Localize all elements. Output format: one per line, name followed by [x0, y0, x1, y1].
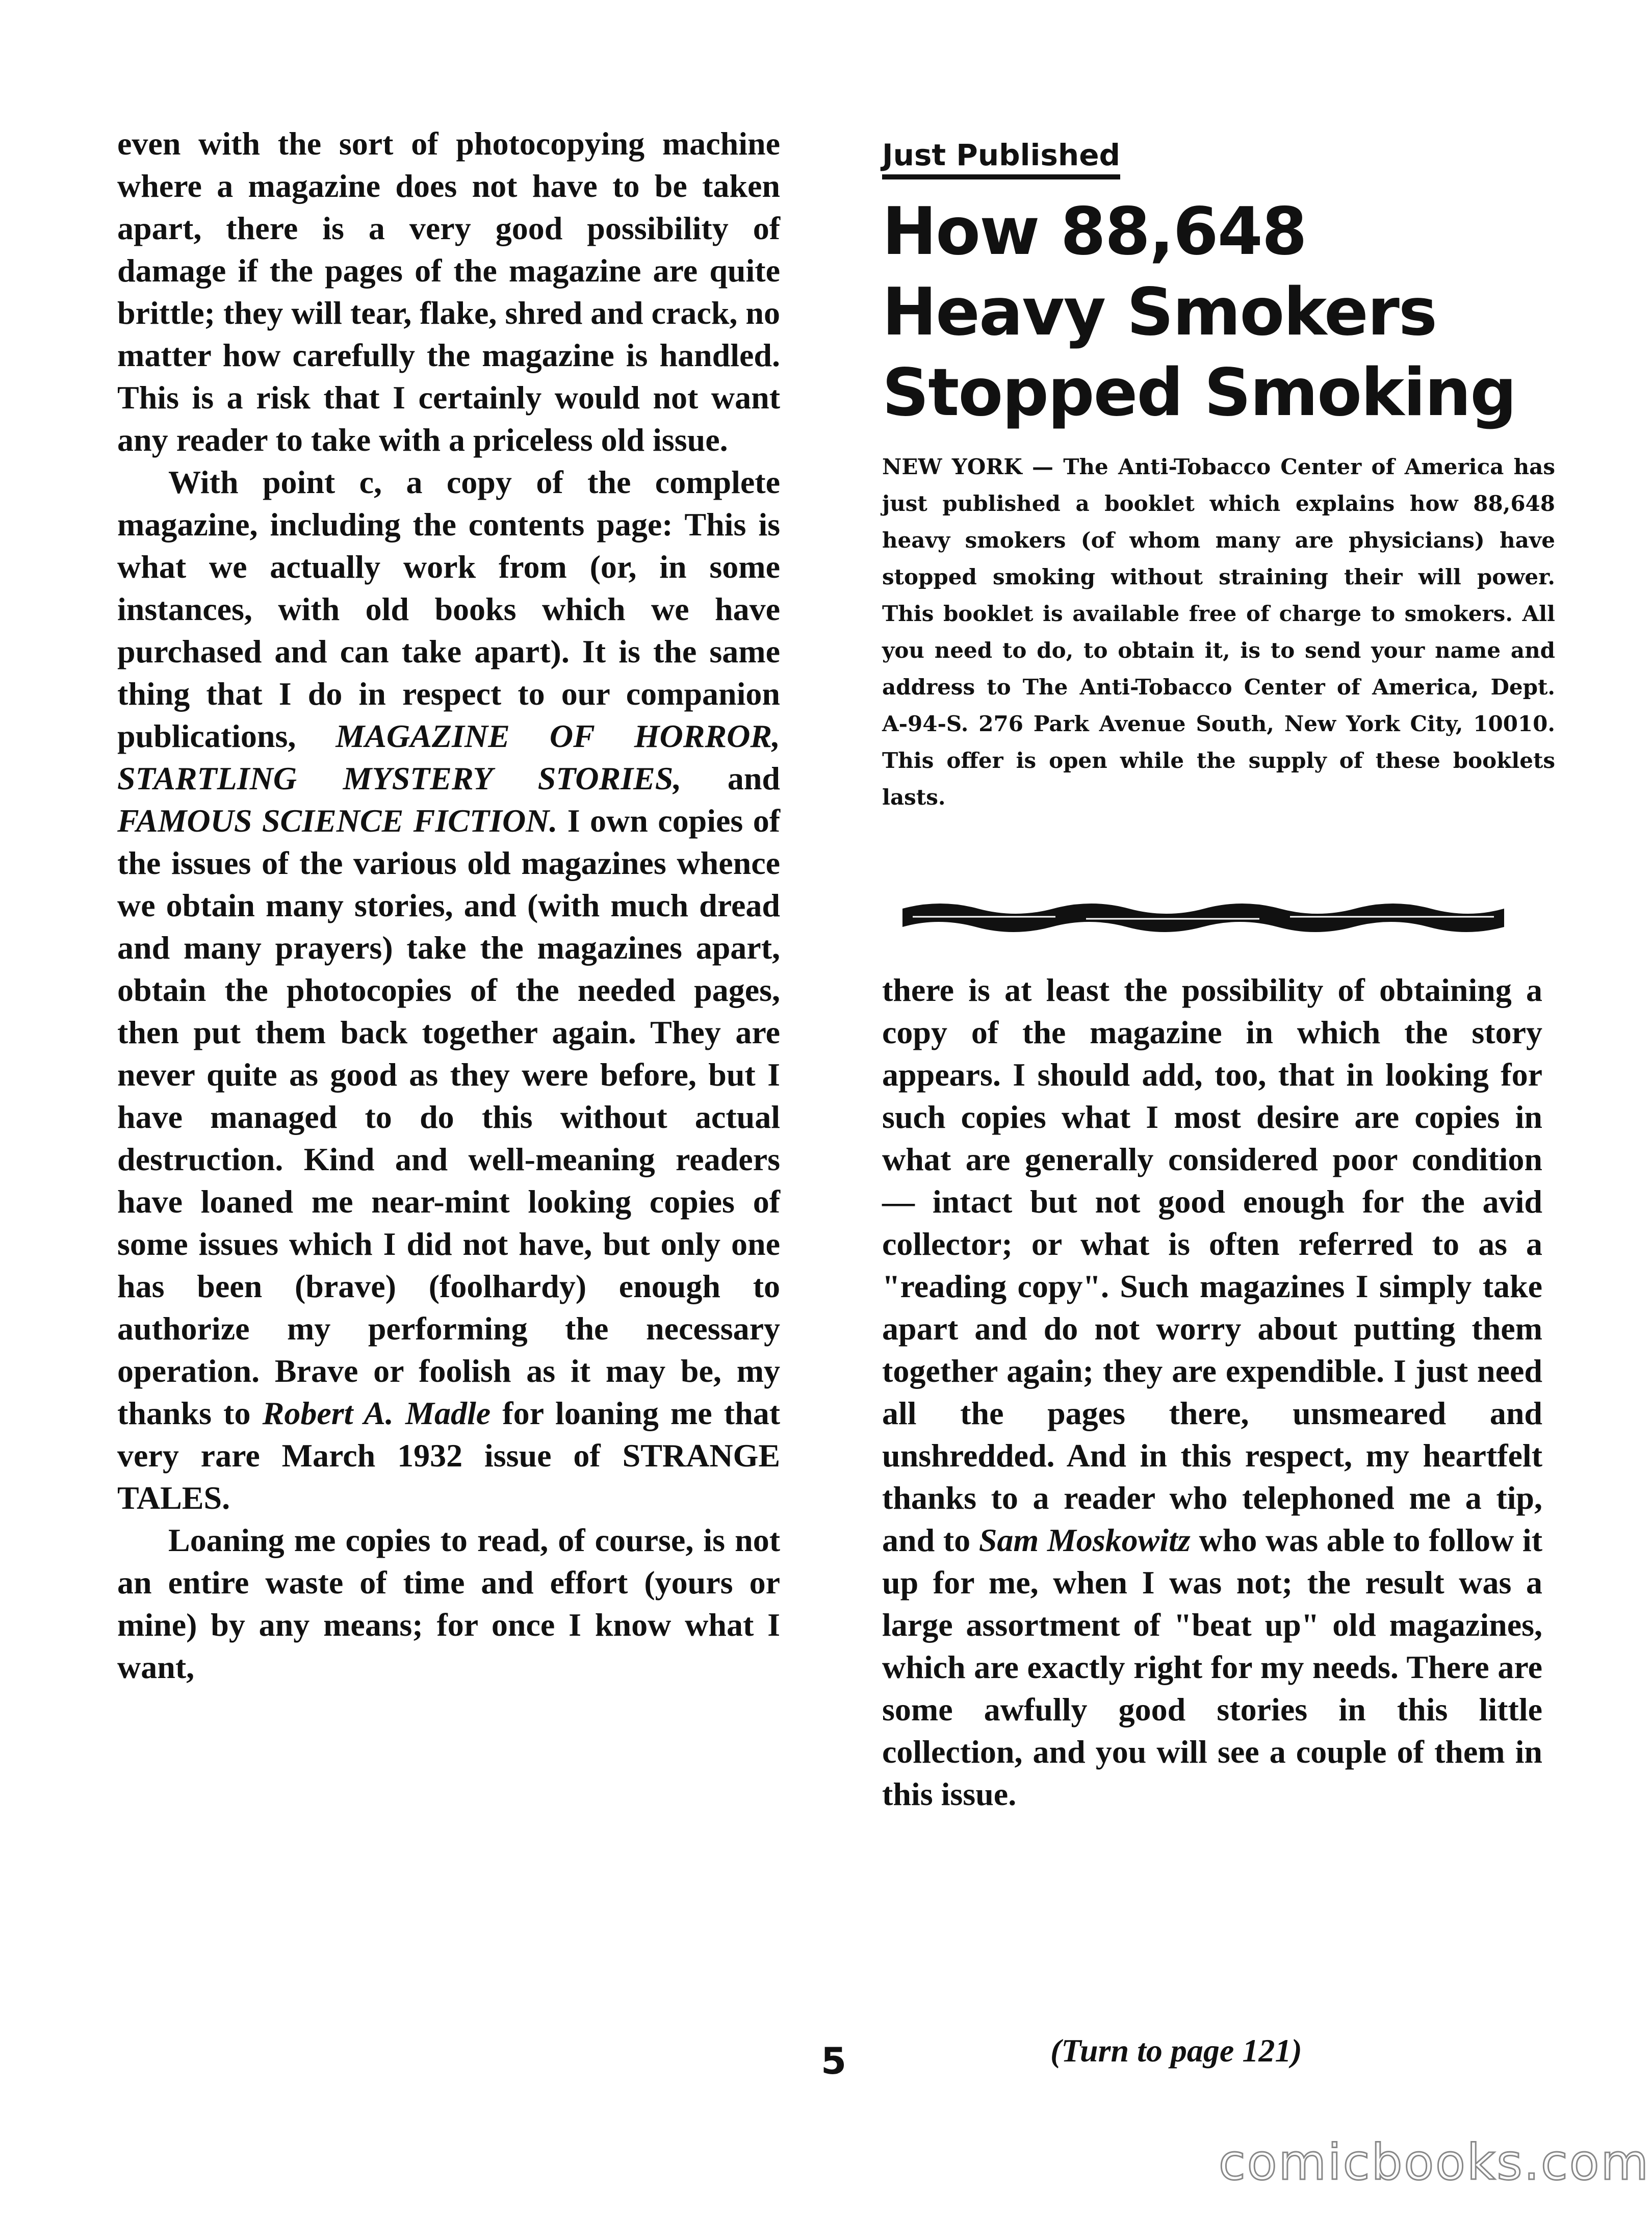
right-paragraph-1	[882, 969, 1542, 1815]
left-paragraph-3: Loaning me copies to read, of course, is not an entire waste of time and effort (yours or mine) by any means; for once I know what I want,	[117, 1522, 780, 1685]
right-p1-name-moskowitz: Sam Moskowitz	[978, 1522, 1191, 1558]
left-p2-text-e: I own copies of the issues of the various old magazines whence we obtain many stories, and (with much dread and many prayers) take the magazines apart, obtain the photocopies of the needed pages, then put them back together again. They are never quite as good as they were before, but I have managed to do this without actual destruction. Kind and well-meaning readers have loaned me near-mint looking copies of some issues which I did not have, but only one has been (brave) (foolhardy) enough to authorize my performing the necessary operation. Brave or foolish as it may be, my thanks to	[117, 803, 780, 1431]
ad-kicker: Just Published	[882, 138, 1120, 179]
ad-headline-line-1: How 88,648	[882, 194, 1306, 270]
left-p2-name-madle: Robert A. Madle	[262, 1395, 491, 1431]
turn-to-page-note: (Turn to page 121)	[1050, 2032, 1302, 2069]
ad-headline	[882, 192, 1555, 433]
wavy-divider-ornament	[902, 897, 1504, 938]
left-p2-text-a: With point c, a copy of the complete magazine, including the contents page: This is what we actually work from (or, in some instances, with old books which we have purchased and can take apart). It is the same thing that I do in respect to our companion publications,	[117, 464, 780, 754]
left-p2-title-famous: FAMOUS SCIENCE FICTION.	[117, 803, 558, 839]
ad-headline-line-3: Stopped Smoking	[882, 355, 1516, 431]
left-column	[117, 122, 780, 1688]
right-p1-text-a: there is at least the possibility of obtaining a copy of the magazine in which the story appears. I should add, too, that in looking for such copies what I most desire are copies in what are generally considered poor condition — intact but not good enough for the avid collector; or what is often referred to as a "reading copy". Such magazines I simply take apart and do not worry about putting them together again; they are expendible. I just need all the pages there, unsmeared and unshredded. And in this respect, my heartfelt thanks to a reader who telephoned me a tip, and to	[882, 972, 1542, 1558]
left-p2-text-g: for loaning me that very rare March 1932 issue of STRANGE TALES.	[117, 1395, 780, 1516]
right-p1-text-c: who was able to follow it up for me, when I was not; the result was a large assortment of "beat up" old magazines, which are exactly right for my needs. There are some awfully good stories in this little collection, and you will see a couple of them in this issue.	[882, 1522, 1543, 1812]
left-p2-title-horror: MAGAZINE OF HORROR, STARTLING MYSTERY STORIES,	[117, 718, 781, 796]
page-number: 5	[821, 2040, 847, 2082]
left-paragraph-2	[117, 461, 780, 1519]
watermark: comicbooks.com	[1219, 2134, 1650, 2191]
advertisement	[882, 138, 1555, 816]
left-p2-text-c: and	[681, 760, 780, 796]
ad-headline-line-2: Heavy Smokers	[882, 274, 1437, 350]
right-column	[882, 969, 1542, 1815]
left-paragraph-1: even with the sort of photocopying machine where a magazine does not have to be taken apart, there is a very good possibility of damage if the pages of the magazine are quite brittle; they will tear, flake, shred and crack, no matter how carefully the magazine is handled. This is a risk that I certainly would not want any reader to take with a priceless old issue.	[117, 125, 780, 458]
ad-body: NEW YORK — The Anti-Tobacco Center of America has just published a booklet which explains how 88,648 heavy smokers (of whom many are physicians) have stopped smoking without straining their will power. This booklet is available free of charge to smokers. All you need to do, to obtain it, is to send your name and address to The Anti-Tobacco Center of America, Dept. A-94-S. 276 Park Avenue South, New York City, 10010. This offer is open while the supply of these booklets lasts.	[882, 454, 1555, 810]
